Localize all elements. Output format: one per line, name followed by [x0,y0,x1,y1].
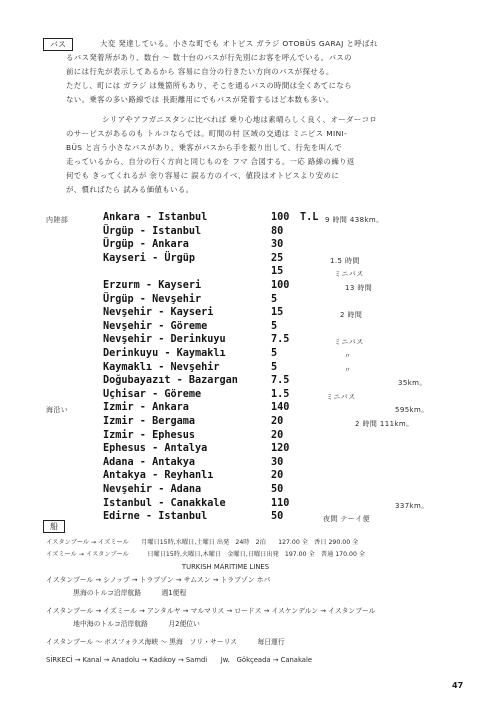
route-fare: 20 [271,429,284,441]
route-name: Doğubayazıt - Bazargan [103,375,238,387]
route-row [0,484,490,498]
ferry-line: イスタンブール → シノップ → トラブゾン → サムスン → トラブゾン ホパ [46,576,271,584]
route-note: 2 時間 111km。 [355,420,414,428]
route-row [0,307,490,321]
route-region-label: 内陸部 [46,216,69,224]
route-note: 337km。 [395,501,429,510]
bus-paragraph-line: るバス発着所があり、数台 ～ 数十台のバスが行先別にお客を呼んでいる。バスの [66,53,352,62]
route-note: ミニバス [326,392,356,401]
route-row [0,280,490,294]
route-name: Nevşehir - Kayseri [103,307,214,319]
route-fare: 120 [271,443,290,455]
route-name: Izmir - Bergama [103,416,196,427]
route-row [0,348,490,362]
route-name: Nevşehir - Adana [103,484,202,495]
bus-paragraph-line: が、慣ればたら 試みる価値もいる。 [66,185,194,194]
route-fare: 50 [271,484,284,495]
route-name: Uçhisar - Göreme [103,388,202,400]
route-fare: 5 [271,320,278,332]
bus-paragraph-line: シリアやアフガニスタンに比べれば 乗り心地は素晴らしく良く、オーダーコロ [102,115,378,124]
route-fare: 80 [271,225,284,237]
route-name: Antakya - Reyhanlı [103,470,214,482]
route-name: Nevşehir - Derinkuyu [103,334,226,346]
route-name: Adana - Antakya [103,456,196,468]
route-fare: 1.5 [271,388,290,400]
route-row [0,402,490,416]
route-note: 35km。 [398,379,427,388]
route-fare: 7.5 [271,334,290,346]
route-name: Derinkuyu - Kaymaklı [103,348,226,359]
ferry-line: イスタンブール ～ ボスフォラス海峡 ～ 黒海 ソリ・サーリス 毎日運行 [46,638,285,646]
ferry-line: SİRKECİ → Kanal → Anadolu → Kadıkoy → Samdi Jw. Gökçeada → Canakale [46,656,313,664]
route-name: Kaymaklı - Nevşehir [103,361,220,373]
bus-paragraph-line: BÜS と言う小さなバスがあり、乗客がバスから手を振り出して、行先を叫んで [66,143,343,152]
route-row [0,239,490,253]
route-row [0,511,490,525]
route-fare: 110 [271,497,290,509]
section-tag-ferry: 船 [43,520,65,533]
route-row [0,212,490,226]
route-name: Istanbul - Canakkale [103,497,226,509]
route-fare: 100 [271,280,290,291]
route-note: 夜間 テーイ便 [323,515,371,524]
route-row [0,430,490,444]
route-name: Izmir - Ephesus [103,429,196,441]
ferry-line: 地中海のトルコ沿岸航路 月2便位い [46,620,200,628]
route-region-label: 海沿い [46,406,69,415]
bus-paragraph-line: 前には行先が表示してあるから 容易に自分の行きたい方向のバスが探せる。 [66,67,334,76]
route-row [0,266,490,280]
route-row [0,457,490,471]
bus-paragraph-line: 走っているから、自分の行く方向と同じものを フマ 合図する。一応 路線の繰り返 [66,157,355,166]
route-row [0,470,490,484]
route-row [0,294,490,308]
route-row [0,389,490,403]
route-row [0,416,490,430]
route-fare: 5 [271,348,278,359]
route-row [0,362,490,376]
route-row [0,334,490,348]
route-row [0,498,490,512]
route-fare: 15 [271,307,284,319]
route-note: ミニバス [334,338,364,347]
route-note: 595km。 [395,406,429,415]
bus-paragraph-line: ただし、町には ガラジ は幾箇所もあり、そこを通るバスの時間は全くあてになら [66,81,352,90]
ferry-line: イズミール → イスタンブール 日曜日15時,火曜日,木曜日 金曜日,日曜日出発 197.00 全 普通 170.00 全 [46,551,366,558]
route-name: Edirne - Istanbul [103,511,208,523]
route-name: Ankara - Istanbul [103,212,208,223]
route-name: Ürgüp - Nevşehir [103,293,202,305]
route-fare: 15 [271,266,284,278]
route-note: 〃 [344,365,352,374]
route-name: Ürgüp - Istanbul [103,225,202,237]
bus-paragraph-line: ない。乗客の多い路線では 長距離用にでもバスが発着するほど本数も多い。 [66,95,334,104]
route-note: 13 時間 [345,284,373,292]
route-fare: 7.5 [271,375,290,387]
route-fare: 100 [271,212,290,223]
ferry-line: イスタンブール → イズミール 月曜日15時,水曜日,土曜日 出発 24時 2泊 127.00 全 香日 290.00 全 [46,539,359,546]
route-row [0,443,490,457]
route-fare: 5 [271,293,278,305]
route-name: Nevşehir - Göreme [103,320,208,332]
route-note: 2 時間 [340,311,363,320]
route-name: Izmir - Ankara [103,402,189,414]
route-note: 〃 [344,352,352,360]
route-row [0,253,490,267]
route-name: Ürgüp - Ankara [103,239,189,251]
route-name: Erzurm - Kayseri [103,280,202,291]
route-fare: 20 [271,470,284,482]
route-name: Ephesus - Antalya [103,443,208,455]
bus-paragraph-line: のサービスがあるのも トルコならでは。町間の村 区域の交通は ミニビス MINI- [66,129,348,138]
route-fare: 50 [271,511,284,523]
route-fare: 25 [271,252,284,264]
route-name: Kayseri - Ürgüp [103,252,196,264]
route-fare: 5 [271,361,278,373]
route-fare: 30 [271,239,284,251]
route-row [0,321,490,335]
ferry-line: 黒海のトルコ沿岸航路 週1便程 [46,589,194,597]
route-fare: 30 [271,456,284,468]
bus-paragraph-line: 大変 発達している。小さな町でも オトビス ガラジ OTOBÜS GARAJ と呼ばれ [100,39,378,48]
route-fare: 20 [271,416,284,427]
route-note: ミニバス [334,270,364,279]
ferry-line: TURKISH MARITIME LINES [46,563,270,571]
route-note: 1.5 時間 [330,256,360,265]
route-row [0,226,490,240]
route-fare: 140 [271,402,290,414]
section-tag-bus: バス [43,38,73,51]
bus-paragraph-line: 何でも きってくれるが 余り容易に 誤る方のイベ、値段はオトビスより安めに [66,171,340,180]
route-note: 9 時間 438km。 [325,216,384,224]
page-number: 47 [452,681,464,690]
route-fare-unit: T.L [300,212,319,223]
ferry-line: イスタンブール → イズミール → アンタルヤ → マルマリス → ロードス → イスケンデルン → イスタンブール [46,607,376,615]
route-row [0,375,490,389]
